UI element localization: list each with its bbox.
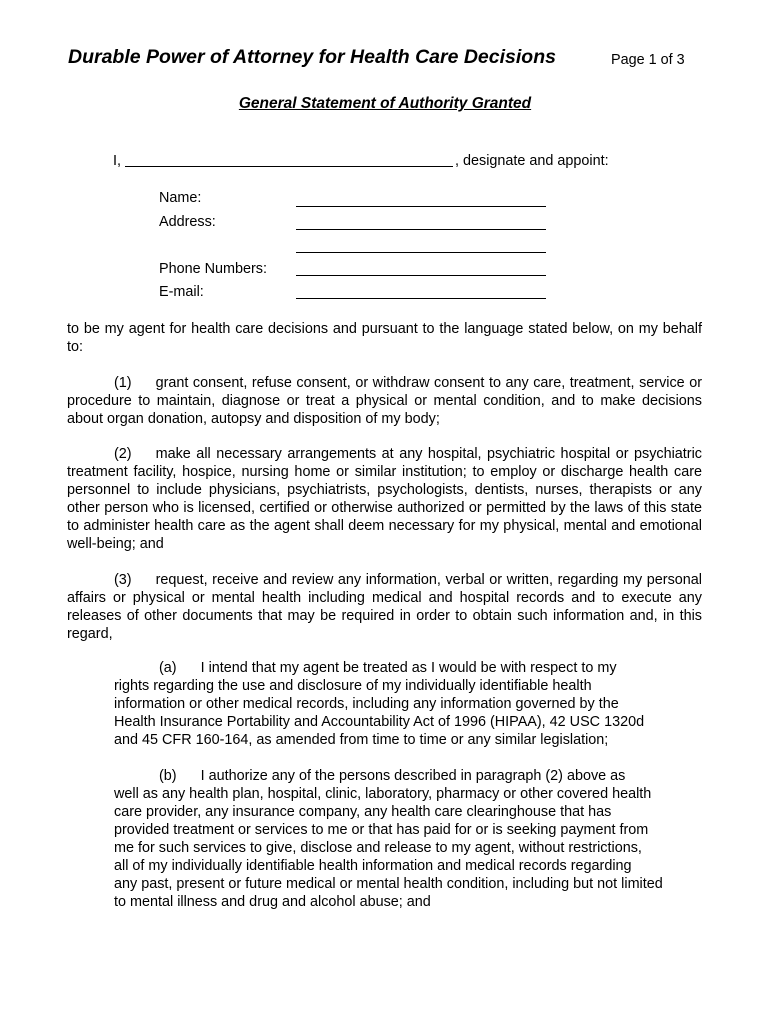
designation-suffix: , designate and appoint: [455,153,609,169]
paragraph-2-number: (2) [114,446,132,462]
agent-address-blank-1[interactable] [296,229,546,230]
subparagraph-b-line: to mental illness and drug and alcohol abuse; and [114,894,431,910]
document-title: Durable Power of Attorney for Health Care Decisions [68,46,556,68]
subparagraph-a-line: information or other medical records, including any information governed by the [114,696,619,712]
subparagraph-b [114,767,704,911]
principal-name-blank[interactable] [125,152,453,167]
agent-phone-blank[interactable] [296,275,546,276]
subparagraph-a-line: and 45 CFR 160-164, as amended from time to time or any similar legislation; [114,732,609,748]
paragraph-3-number: (3) [114,572,132,588]
paragraph-3-text: request, receive and review any information, verbal or written, regarding my personal affairs or physical or mental health including medical and hospital records and to execute any releases of other documents that may be required in order to obtain such information and, in this regard, [67,572,702,642]
page-number: Page 1 of 3 [611,52,685,68]
agent-email-blank[interactable] [296,298,546,299]
agent-email-label: E-mail: [159,284,204,300]
subparagraph-a-line: rights regarding the use and disclosure of my individually identifiable health [114,678,592,694]
subparagraph-b-line: well as any health plan, hospital, clinic, laboratory, pharmacy or other covered health [114,786,652,802]
subparagraph-a-line: Health Insurance Portability and Accountability Act of 1996 (HIPAA), 42 USC 1320d [114,714,645,730]
subparagraph-b-line: me for such services to give, disclose and release to my agent, without restrictions, [114,840,642,856]
agent-address-blank-2[interactable] [296,252,546,253]
agent-name-label: Name: [159,190,202,206]
paragraph-1-number: (1) [114,375,132,391]
subparagraph-b-line: any past, present or future medical or mental health condition, including but not limited [114,876,663,892]
subparagraph-a-line: I intend that my agent be treated as I would be with respect to my [200,660,617,676]
designation-prefix: I, [113,153,121,169]
subparagraph-a [114,659,704,749]
subparagraph-b-line: provided treatment or services to me or that has paid for or is seeking payment from [114,822,649,838]
section-title: General Statement of Authority Granted [238,95,532,112]
subparagraph-b-line: all of my individually identifiable health information and medical records regarding [114,858,632,874]
paragraph-2-text: make all necessary arrangements at any hospital, psychiatric hospital or psychiatric treatment facility, hospice, nursing home or similar institution; to employ or discharge health care personnel to include physicians, psychiatrists, psychologists, dentists, nurses, therapists or any other person who is licensed, certified or otherwise authorized or permitted by the laws of this state to administer health care as the agent shall deem necessary for my physical, mental and emotional well-being; and [67,446,702,552]
agent-name-blank[interactable] [296,206,546,207]
paragraph-2 [67,445,702,553]
subparagraph-b-number: (b) [159,768,177,784]
subparagraph-b-line: I authorize any of the persons described in paragraph (2) above as [200,768,626,784]
agent-phone-label: Phone Numbers: [159,261,267,277]
paragraph-3 [67,571,702,643]
subparagraph-b-line: care provider, any insurance company, any health care clearinghouse that has [114,804,612,820]
paragraph-1-text: grant consent, refuse consent, or withdraw consent to any care, treatment, service or procedure to maintain, diagnose or treat a physical or mental condition, and to make decisions about organ donation, autopsy and disposition of my body; [67,375,702,427]
intro-paragraph: to be my agent for health care decisions and pursuant to the language stated below, on my behalf to: [67,321,702,355]
agent-address-label: Address: [159,214,216,230]
designation-line [113,152,609,169]
subparagraph-a-number: (a) [159,660,177,676]
paragraph-1 [67,374,702,428]
